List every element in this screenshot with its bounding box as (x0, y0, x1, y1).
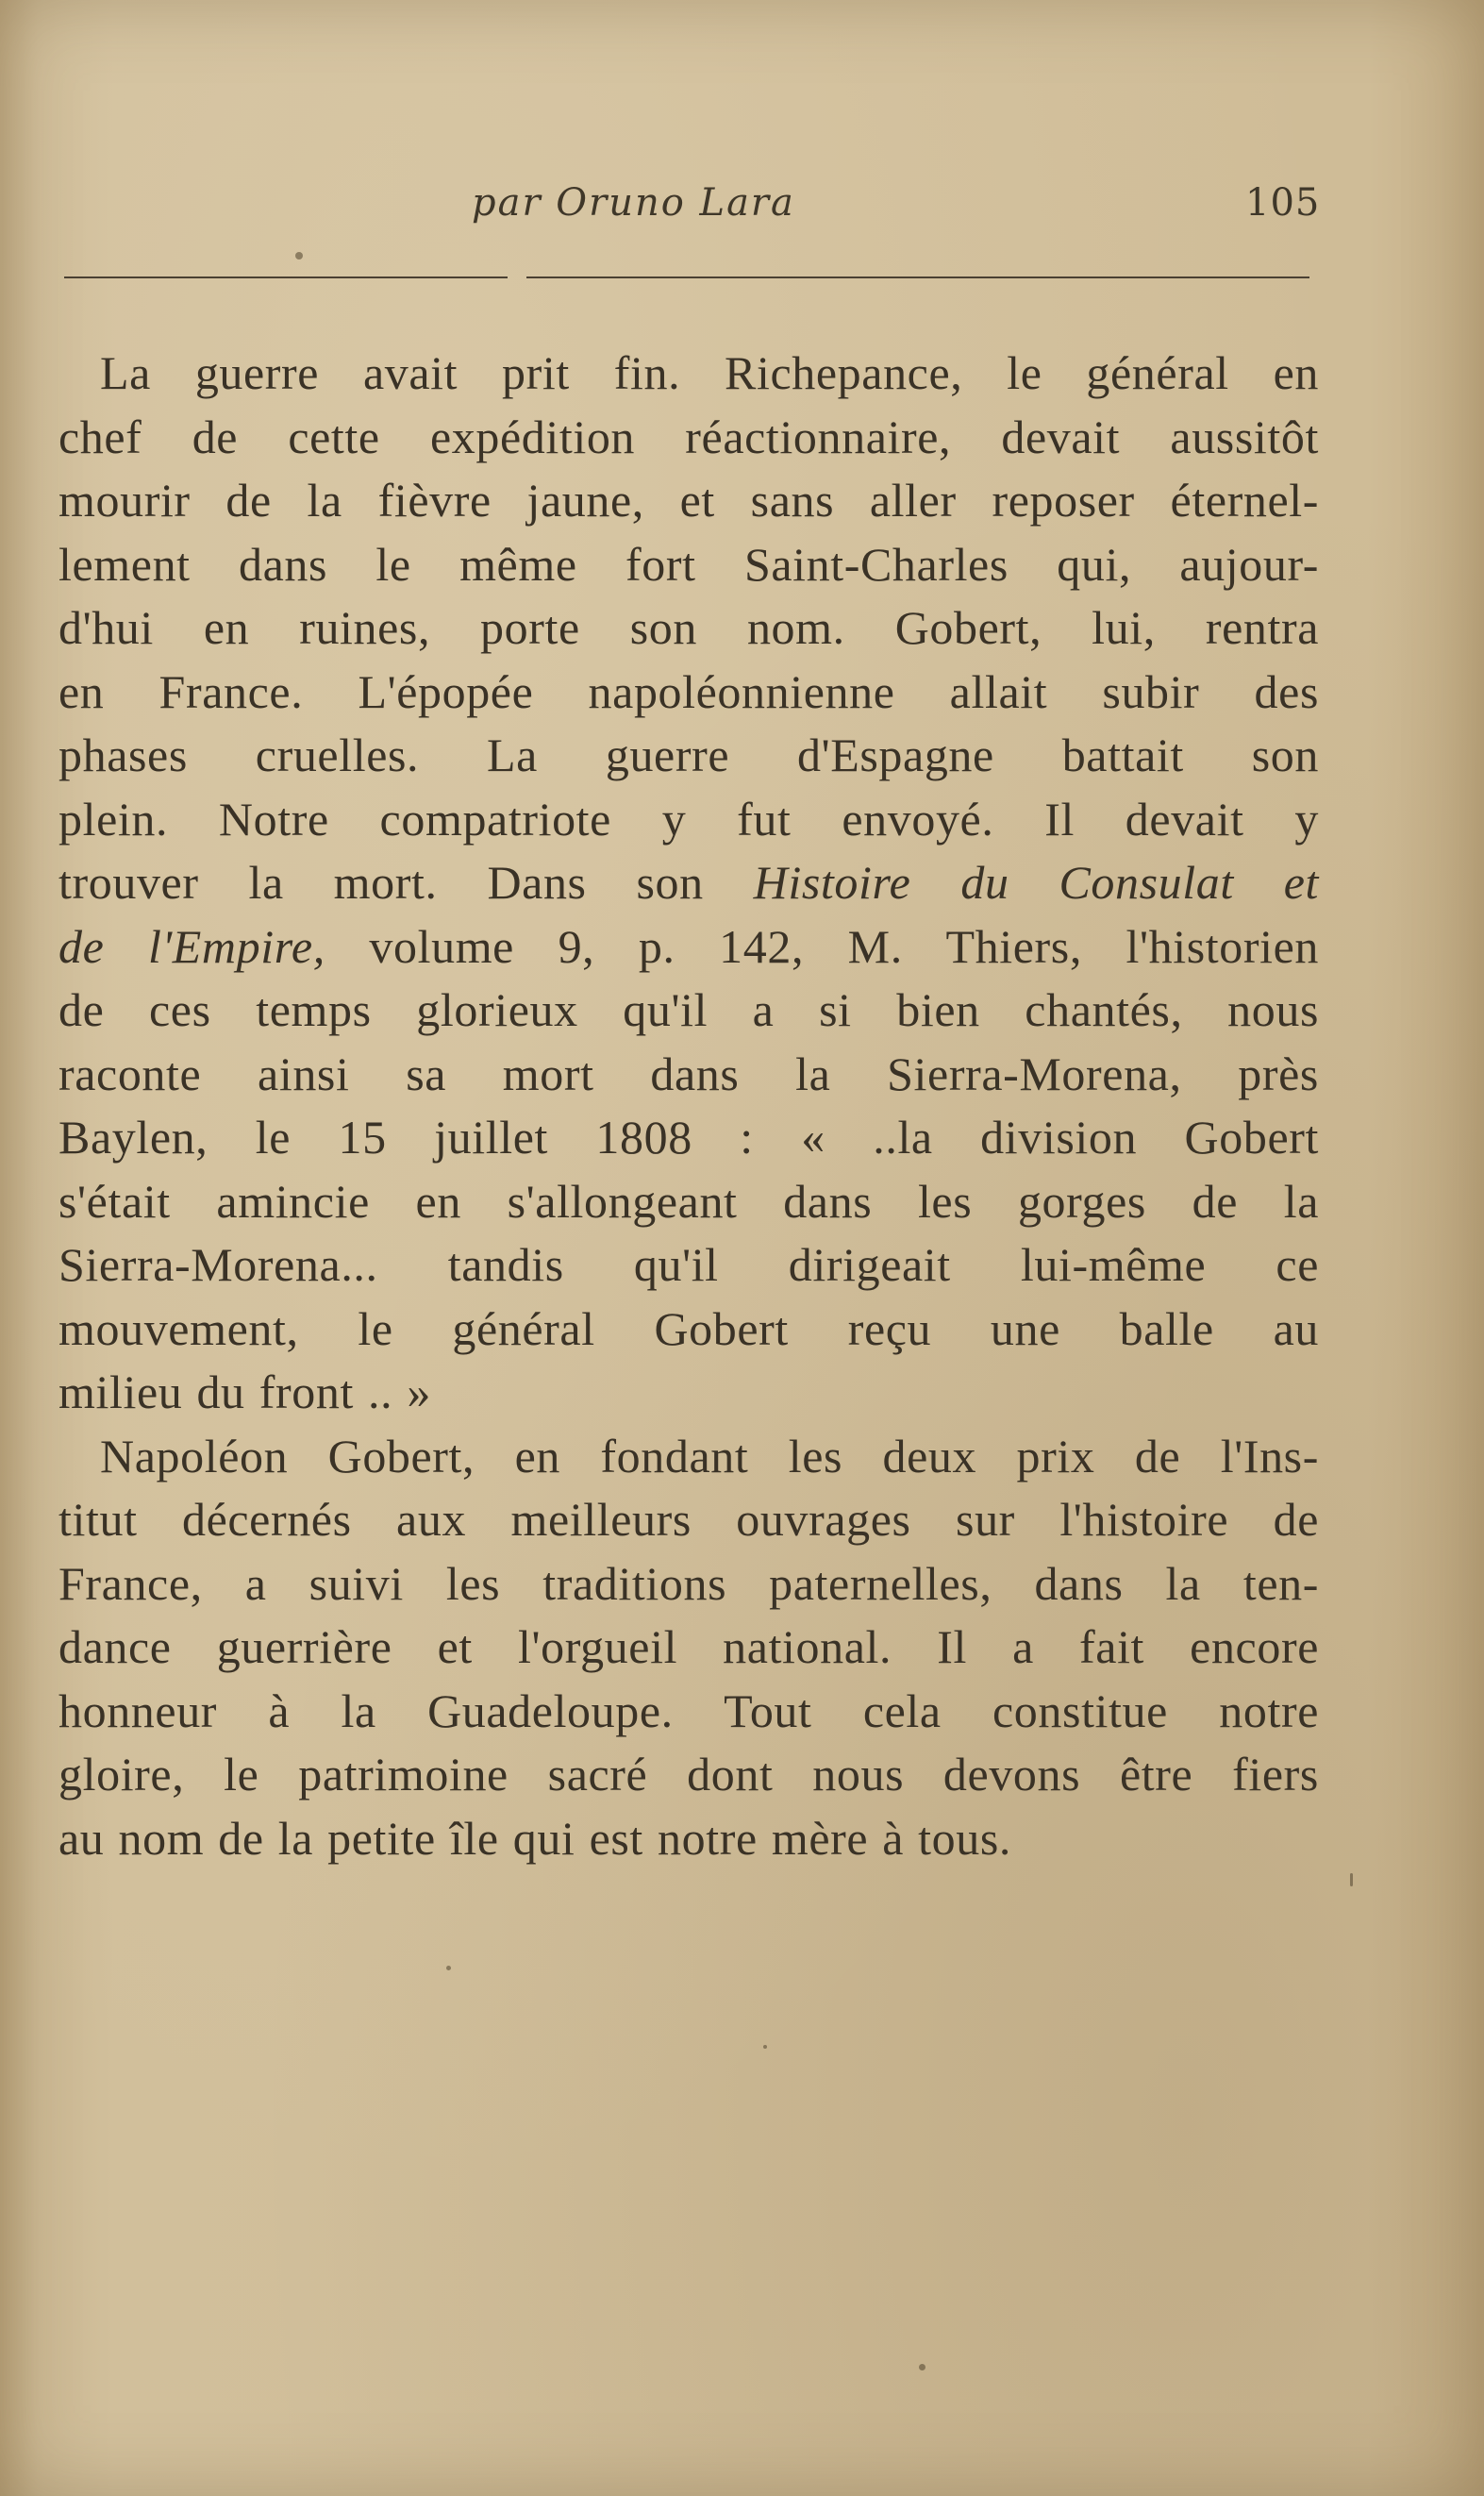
text-line: titut décernés aux meilleurs ouvrages sur l'histoire de (58, 1493, 1319, 1546)
text-line: lement dans le même fort Saint-Charles qui, aujour- (58, 537, 1319, 591)
body-text (58, 342, 1319, 1870)
text-line: au nom de la petite île qui est notre mère à tous. (58, 1811, 1012, 1865)
text-line (58, 915, 1319, 980)
paragraph-2 (58, 1425, 1319, 1871)
paper-speck (446, 1966, 451, 1970)
running-head (0, 181, 1484, 238)
page-number: 105 (1245, 181, 1321, 225)
text-line: mourir de la fièvre jaune, et sans aller reposer éternel- (58, 474, 1319, 527)
text-segment: volume 9, p. 142, M. Thiers, l'historien (325, 919, 1319, 973)
text-line: plein. Notre compatriote y fut envoyé. Il devait y (58, 792, 1319, 846)
text-line: Baylen, le 15 juillet 1808 : « ..la division Gobert (58, 1111, 1319, 1164)
paper-speck (919, 2364, 925, 2370)
text-line: phases cruelles. La guerre d'Espagne battait son (58, 729, 1319, 781)
text-line: milieu du front .. » (58, 1365, 431, 1418)
text-line: France, a suivi les traditions paternelles, dans la ten- (58, 1556, 1319, 1610)
text-line: Napoléon Gobert, en fondant les deux prix de l'Ins- (100, 1429, 1319, 1483)
text-line: gloire, le patrimoine sacré dont nous devons être fiers (58, 1748, 1319, 1801)
text-line: dance guerrière et l'orgueil national. Il a fait encore (58, 1620, 1319, 1673)
text-line: d'hui en ruines, porte son nom. Gobert, lui, rentra (58, 601, 1319, 654)
text-line: chef de cette expédition réactionnaire, devait aussitôt (58, 410, 1319, 463)
paper-speck (763, 2045, 767, 2049)
text-line: honneur à la Guadeloupe. Tout cela constitue notre (58, 1684, 1319, 1737)
text-line: Sierra-Morena... tandis qu'il dirigeait lui-même ce (58, 1238, 1319, 1291)
text-line: de ces temps glorieux qu'il a si bien chantés, nous (58, 983, 1319, 1036)
paper-speck (295, 252, 303, 260)
book-title-italic: de l'Empire, (58, 919, 325, 973)
text-segment: trouver la mort. Dans son (58, 856, 754, 909)
book-title-italic: Histoire du Consulat et (753, 856, 1319, 909)
header-rule-left (64, 276, 508, 278)
text-line: mouvement, le général Gobert reçu une balle au (58, 1301, 1319, 1355)
paper-speck (1350, 1873, 1353, 1886)
header-rule-right (526, 276, 1309, 278)
text-line: raconte ainsi sa mort dans la Sierra-Morena, près (58, 1047, 1319, 1100)
running-head-title: par Oruno Lara (472, 181, 795, 225)
text-line: La guerre avait prit fin. Richepance, le général en (100, 346, 1319, 399)
text-line: en France. L'épopée napoléonnienne allait subir des (58, 664, 1319, 718)
text-line: s'était amincie en s'allongeant dans les gorges de la (58, 1174, 1319, 1228)
paragraph-1 (58, 342, 1319, 1425)
text-line (58, 851, 1319, 915)
